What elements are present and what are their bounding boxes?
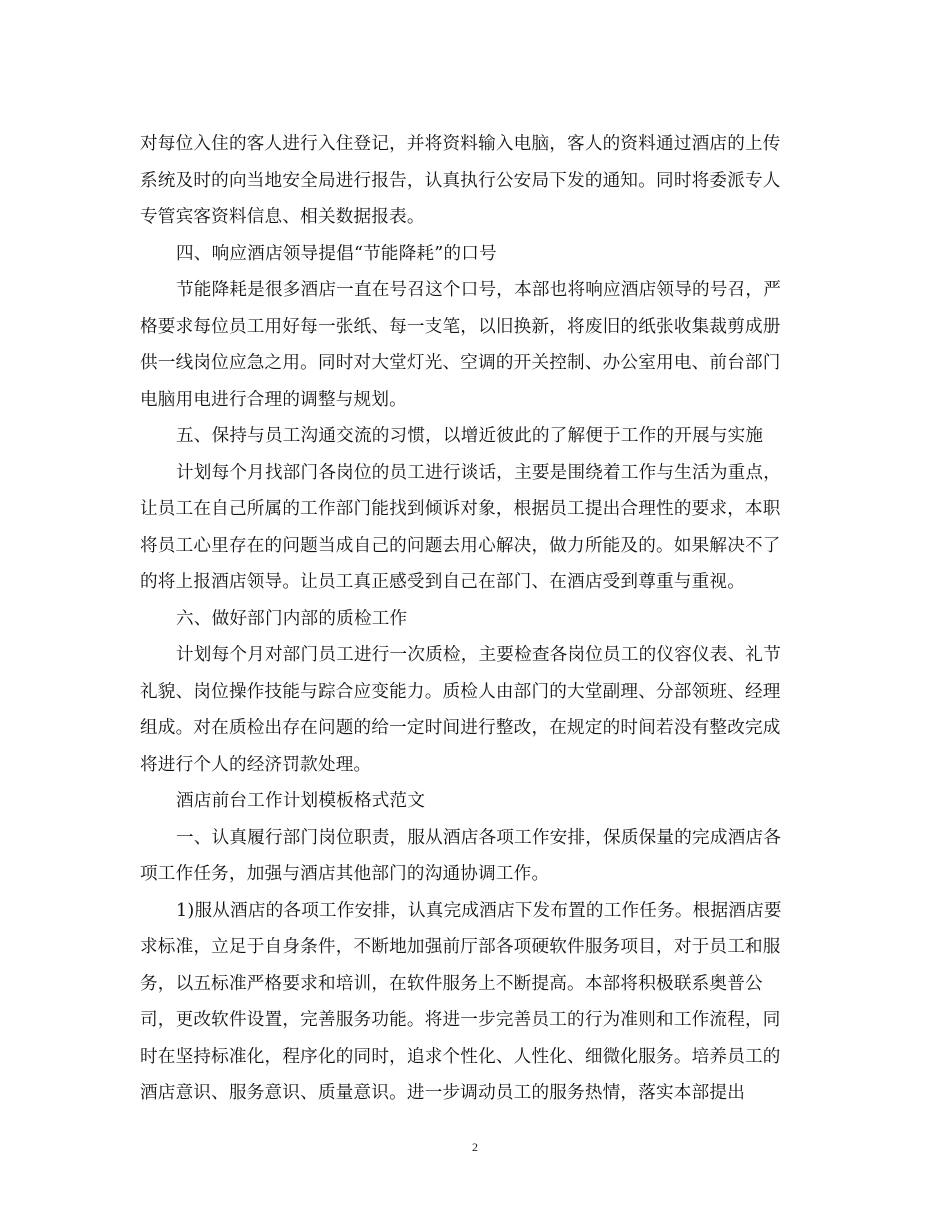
document-body — [140, 126, 812, 1112]
text-line: 将员工心里存在的问题当成自己的问题去用心解决，做力所能及的。如果解决不了 — [140, 535, 781, 556]
text-line: 酒店意识、服务意识、质量意识。进一步调动员工的服务热情，落实本部提出 — [140, 1083, 745, 1103]
text-line: 格要求每位员工用好每一张纸、每一支笔，以旧换新，将废旧的纸张收集裁剪成册 — [140, 316, 781, 337]
text-line: 电脑用电进行合理的调整与规划。 — [140, 389, 407, 410]
text-line: 组成。对在质检出存在问题的给一定时间进行整改，在规定的时间若没有整改完成 — [140, 718, 781, 738]
text-line: 将进行个人的经济罚款处理。 — [140, 754, 372, 775]
text-line: 务，以五标准严格要求和培训，在软件服务上不断提高。本部将积极联系奥普公 — [140, 973, 763, 994]
text-line: 供一线岗位应急之用。同时对大堂灯光、空调的开关控制、办公室用电、前台部门 — [140, 353, 781, 373]
text-line: 司，更改软件设置，完善服务功能。将进一步完善员工的行为准则和工作流程，同 — [140, 1010, 781, 1030]
text-line: 时在坚持标准化，程序化的同时，追求个性化、人性化、细微化服务。培养员工的 — [140, 1046, 781, 1067]
text-line: 六、做好部门内部的质检工作 — [176, 608, 408, 629]
text-line: 的将上报酒店领导。让员工真正感受到自己在部门、在酒店受到尊重与重视。 — [140, 572, 745, 592]
text-line: 礼貌、岗位操作技能与踪合应变能力。质检人由部门的大堂副理、分部领班、经理 — [140, 681, 781, 702]
text-line: 计划每个月对部门员工进行一次质检，主要检查各岗位员工的仪容仪表、礼节 — [176, 645, 781, 665]
text-line: 让员工在自己所属的工作部门能找到倾诉对象，根据员工提出合理性的要求，本职 — [140, 499, 781, 519]
text-line: 一、认真履行部门岗位职责，服从酒店各项工作安排，保质保量的完成酒店各 — [176, 827, 781, 848]
text-line: 计划每个月找部门各岗位的员工进行谈话，主要是围绕着工作与生活为重点， — [176, 462, 781, 483]
text-line: 项工作任务，加强与酒店其他部门的沟通协调工作。 — [140, 864, 550, 884]
text-line: 系统及时的向当地安全局进行报告，认真执行公安局下发的通知。同时将委派专人 — [140, 170, 781, 191]
text-line: 节能降耗是很多酒店一直在号召这个口号，本部也将响应酒店领导的号召，严 — [176, 280, 781, 300]
text-line: 对每位入住的客人进行入住登记，并将资料输入电脑，客人的资料通过酒店的上传 — [140, 134, 781, 154]
text-line: 酒店前台工作计划模板格式范文 — [176, 791, 426, 811]
page-number: 2 — [472, 1140, 478, 1154]
text-line: 五、保持与员工沟通交流的习惯，以增近彼此的了解便于工作的开展与实施 — [176, 426, 764, 446]
text-line: 求标准，立足于自身条件，不断地加强前厅部各项硬软件服务项目，对于员工和服 — [140, 937, 781, 957]
text-line: 专管宾客资料信息、相关数据报表。 — [140, 207, 425, 227]
text-line: 1)服从酒店的各项工作安排，认真完成酒店下发布置的工作任务。根据酒店要 — [176, 900, 782, 921]
text-line: 四、响应酒店领导提倡“节能降耗”的口号 — [176, 243, 497, 264]
